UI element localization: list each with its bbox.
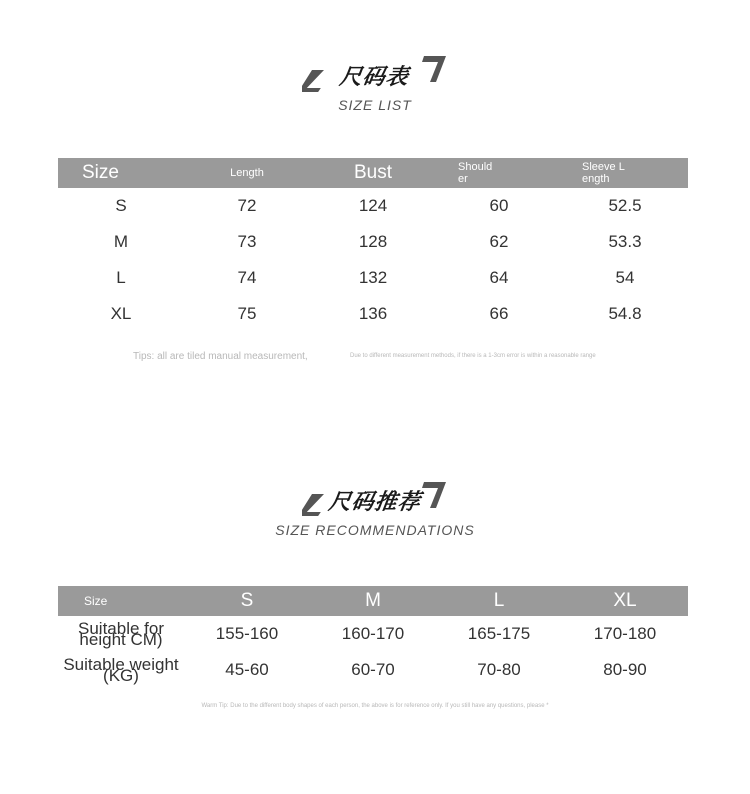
- table-row: [58, 188, 688, 224]
- size-recommend-title-en: SIZE RECOMMENDATIONS: [275, 522, 475, 538]
- header-bust: Bust: [310, 158, 436, 188]
- header-l: L: [436, 586, 562, 616]
- size-list-title-en: SIZE LIST: [338, 97, 412, 113]
- header-shoulder: [436, 158, 562, 188]
- cell-bust: 136: [358, 304, 388, 323]
- table-row: [58, 260, 688, 296]
- header-m: M: [310, 586, 436, 616]
- header-shoulder-label: Should er: [458, 161, 493, 185]
- size-list-table: [58, 158, 688, 332]
- header-length: Length: [184, 158, 310, 188]
- cell-bust: 128: [358, 232, 388, 251]
- row-label-height: Suitable for height CM): [78, 619, 164, 649]
- header-xl: XL: [562, 586, 688, 616]
- header-sleeve: [562, 158, 688, 188]
- header-size: Size: [58, 586, 184, 616]
- size-list-tip-left: Tips: all are tiled manual measurement,: [133, 351, 308, 362]
- size-recommend-title-zh: 尺码推荐: [326, 490, 423, 515]
- table-row: [58, 224, 688, 260]
- cell-bust: 132: [358, 268, 388, 287]
- table-row: [58, 652, 688, 688]
- size-recommend-table: [58, 586, 688, 688]
- cell-size: S: [115, 196, 127, 215]
- cell-length: 72: [237, 196, 257, 215]
- size-list-title-zh: 尺码表: [338, 65, 411, 90]
- cell-shoulder: 66: [489, 304, 509, 323]
- cell-length: 73: [237, 232, 257, 251]
- table-row: [58, 296, 688, 332]
- cell-weight-l: 70-80: [477, 660, 521, 679]
- cell-shoulder: 62: [489, 232, 509, 251]
- cell-length: 75: [237, 304, 257, 323]
- cell-sleeve: 52.5: [608, 196, 642, 215]
- size-list-header-row: [58, 158, 688, 188]
- header-size: Size: [58, 158, 184, 188]
- cell-size: L: [116, 268, 126, 287]
- cell-weight-s: 45-60: [225, 660, 269, 679]
- cell-size: M: [113, 232, 129, 251]
- size-list-header: [0, 60, 750, 113]
- cell-height-s: 155-160: [215, 624, 279, 643]
- size-list-tip-right: Due to different measurement methods, if there is a 1-3cm error is within a reasonable range: [350, 353, 596, 359]
- table-row: [58, 616, 688, 652]
- cell-sleeve: 53.3: [608, 232, 642, 251]
- header-s: S: [184, 586, 310, 616]
- cell-sleeve: 54: [615, 268, 635, 287]
- cell-size: XL: [110, 304, 132, 323]
- size-recommend-header-row: [58, 586, 688, 616]
- header-sleeve-label: Sleeve L ength: [582, 161, 625, 185]
- cell-length: 74: [237, 268, 257, 287]
- cell-shoulder: 64: [489, 268, 509, 287]
- size-recommend-tip: Warm Tip: Due to the different body shapes of each person, the above is for reference only. If you still have any questions, please *: [201, 703, 549, 709]
- cell-height-l: 165-175: [467, 624, 531, 643]
- cell-height-m: 160-170: [341, 624, 405, 643]
- cell-bust: 124: [358, 196, 388, 215]
- size-recommend-header: [0, 485, 750, 538]
- cell-weight-xl: 80-90: [603, 660, 647, 679]
- cell-shoulder: 60: [489, 196, 509, 215]
- cell-sleeve: 54.8: [608, 304, 642, 323]
- row-label-weight: Suitable weight (KG): [63, 655, 179, 685]
- cell-weight-m: 60-70: [351, 660, 395, 679]
- cell-height-xl: 170-180: [593, 624, 657, 643]
